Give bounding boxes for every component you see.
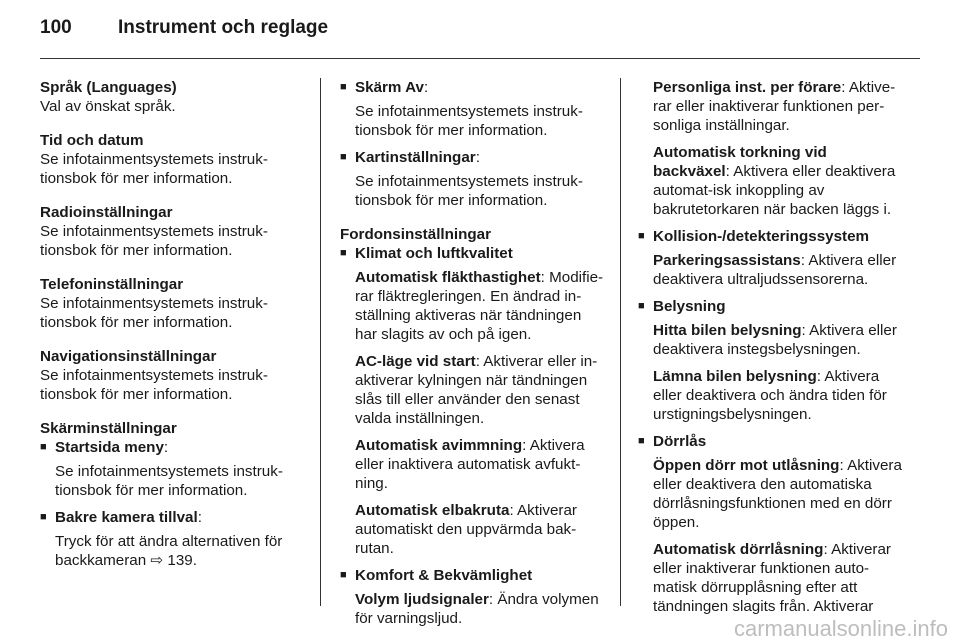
section-title: Navigationsinställningar bbox=[40, 348, 217, 365]
section-phone bbox=[40, 275, 302, 332]
section-title: Språk (Languages) bbox=[40, 79, 177, 96]
bullet-item bbox=[638, 297, 902, 316]
section-radio bbox=[40, 203, 302, 260]
bullet-text: Se infotainmentsystemets instruk-tionsbok för mer information. bbox=[55, 463, 283, 499]
setting-title: Personliga inst. per förare bbox=[653, 79, 842, 96]
setting-text: : Modifie-rar fläktregleringen. En ändrad in-ställning aktiveras när tändningen har slagits av och på igen. bbox=[355, 269, 604, 343]
setting-text: : Aktivera eller deaktivera ultraljudssensorerna. bbox=[653, 252, 897, 288]
bullet-title: Belysning bbox=[653, 298, 726, 315]
setting-text: : Aktivera eller deaktivera och ändra tiden för urstigningsbelysningen. bbox=[653, 368, 887, 423]
setting-title: Automatisk dörrlåsning bbox=[653, 541, 824, 558]
section-text: Val av önskat språk. bbox=[40, 98, 176, 115]
column-2 bbox=[340, 78, 604, 636]
setting-text: : Aktiverar eller in-aktiverar kylningen när tändningen slås till eller använder den senast valda inställningen. bbox=[355, 353, 598, 427]
column-1 bbox=[40, 78, 302, 578]
column-divider-2 bbox=[620, 78, 621, 606]
bullet-text bbox=[40, 532, 302, 570]
section-title: Skärminställningar bbox=[40, 420, 177, 437]
setting-title: Automatisk torkning vid backväxel bbox=[653, 144, 827, 180]
bullet-title: Kollision-/detekteringssystem bbox=[653, 228, 870, 245]
bullet-item: ■ Skärm Av: bbox=[340, 78, 604, 97]
setting-title: AC-läge vid start bbox=[355, 353, 476, 370]
setting-text: : Aktive-rar eller inaktiverar funktionen per-sonliga inställningar. bbox=[653, 79, 896, 134]
setting-text: : Aktivera eller inaktivera automatisk avfukt-ning. bbox=[355, 437, 585, 492]
section-text: Se infotainmentsystemets instruk-tionsbok för mer information. bbox=[40, 151, 268, 187]
setting-text: : Aktivera eller deaktivera automat-isk inkoppling av bakrutetorkaren när backen läggs i. bbox=[653, 163, 896, 218]
column-divider-1 bbox=[320, 78, 321, 606]
section-text: Se infotainmentsystemets instruk-tionsbok för mer information. bbox=[40, 367, 268, 403]
page-header bbox=[40, 18, 920, 48]
setting-item bbox=[638, 251, 902, 289]
setting-item bbox=[340, 268, 604, 344]
page-title: Instrument och reglage bbox=[118, 17, 329, 38]
setting-item bbox=[340, 436, 604, 493]
section-title: Radioinställningar bbox=[40, 204, 173, 221]
bullet-item bbox=[340, 566, 604, 585]
bullet-item bbox=[638, 432, 902, 451]
bullet-text-main: Tryck för att ändra alternativen för backkameran bbox=[55, 533, 283, 569]
section-title: Fordonsinställningar bbox=[340, 226, 492, 243]
bullet-item bbox=[340, 244, 604, 263]
setting-title: Automatisk fläkthastighet bbox=[355, 269, 541, 286]
setting-text: : Ändra volymen för varningsljud. bbox=[355, 591, 599, 627]
setting-title: Parkeringsassistans bbox=[653, 252, 801, 269]
setting-item bbox=[638, 321, 902, 359]
setting-item bbox=[638, 78, 902, 135]
bullet-title: Komfort & Bekvämlighet bbox=[355, 567, 533, 584]
setting-title: Automatisk avimmning bbox=[355, 437, 523, 454]
bullet-title: Startsida meny bbox=[55, 439, 164, 456]
setting-title: Automatisk elbakruta bbox=[355, 502, 510, 519]
setting-title: Volym ljudsignaler bbox=[355, 591, 489, 608]
setting-item bbox=[340, 352, 604, 428]
section-title: Tid och datum bbox=[40, 132, 144, 149]
bullet-title: Klimat och luftkvalitet bbox=[355, 245, 513, 262]
section-time-date bbox=[40, 131, 302, 188]
section-display bbox=[40, 419, 302, 570]
section-text: Se infotainmentsystemets instruk-tionsbok för mer information. bbox=[40, 223, 268, 259]
bullet-item: ■ Startsida meny: bbox=[40, 438, 302, 457]
bullet-item: ■ Bakre kamera tillval: bbox=[40, 508, 302, 527]
bullet-item: ■ Kartinställningar: bbox=[340, 148, 604, 167]
column-3 bbox=[638, 78, 902, 624]
section-text: Se infotainmentsystemets instruk-tionsbok för mer information. bbox=[40, 295, 268, 331]
bullet-title: Bakre kamera tillval bbox=[55, 509, 198, 526]
setting-text: : Aktivera eller deaktivera instegsbelysningen. bbox=[653, 322, 897, 358]
section-title: Telefoninställningar bbox=[40, 276, 184, 293]
setting-title: Lämna bilen belysning bbox=[653, 368, 817, 385]
section-language bbox=[40, 78, 302, 116]
setting-item bbox=[340, 590, 604, 628]
setting-item bbox=[638, 540, 902, 616]
setting-text: : Aktiverar automatiskt den uppvärmda bak-rutan. bbox=[355, 502, 577, 557]
bullet-title: Dörrlås bbox=[653, 433, 707, 450]
page-ref: 139. bbox=[167, 552, 197, 569]
bullet-text: Se infotainmentsystemets instruk-tionsbok för mer information. bbox=[355, 173, 583, 209]
bullet-title: Skärm Av bbox=[355, 79, 424, 96]
setting-text: : Aktiverar eller inaktiverar funktionen auto-matisk dörrupplåsning efter att tändningen slagits från. Aktiverar bbox=[653, 541, 891, 615]
setting-item bbox=[638, 456, 902, 532]
setting-item bbox=[638, 143, 902, 219]
setting-item bbox=[340, 501, 604, 558]
header-rule bbox=[40, 58, 920, 59]
bullet-title: Kartinställningar bbox=[355, 149, 476, 166]
bullet-text: Se infotainmentsystemets instruk-tionsbok för mer information. bbox=[355, 103, 583, 139]
section-navigation bbox=[40, 347, 302, 404]
setting-title: Hitta bilen belysning bbox=[653, 322, 802, 339]
page-number: 100 bbox=[40, 17, 72, 38]
watermark: carmanualsonline.info bbox=[733, 616, 948, 641]
setting-item bbox=[638, 367, 902, 424]
page-ref-arrow-icon: ⇨ bbox=[150, 552, 164, 569]
setting-text: : Aktivera eller deaktivera den automatiska dörrlåsningsfunktionen med en dörr öppen. bbox=[653, 457, 902, 531]
bullet-item bbox=[638, 227, 902, 246]
setting-title: Öppen dörr mot utlåsning bbox=[653, 457, 840, 474]
